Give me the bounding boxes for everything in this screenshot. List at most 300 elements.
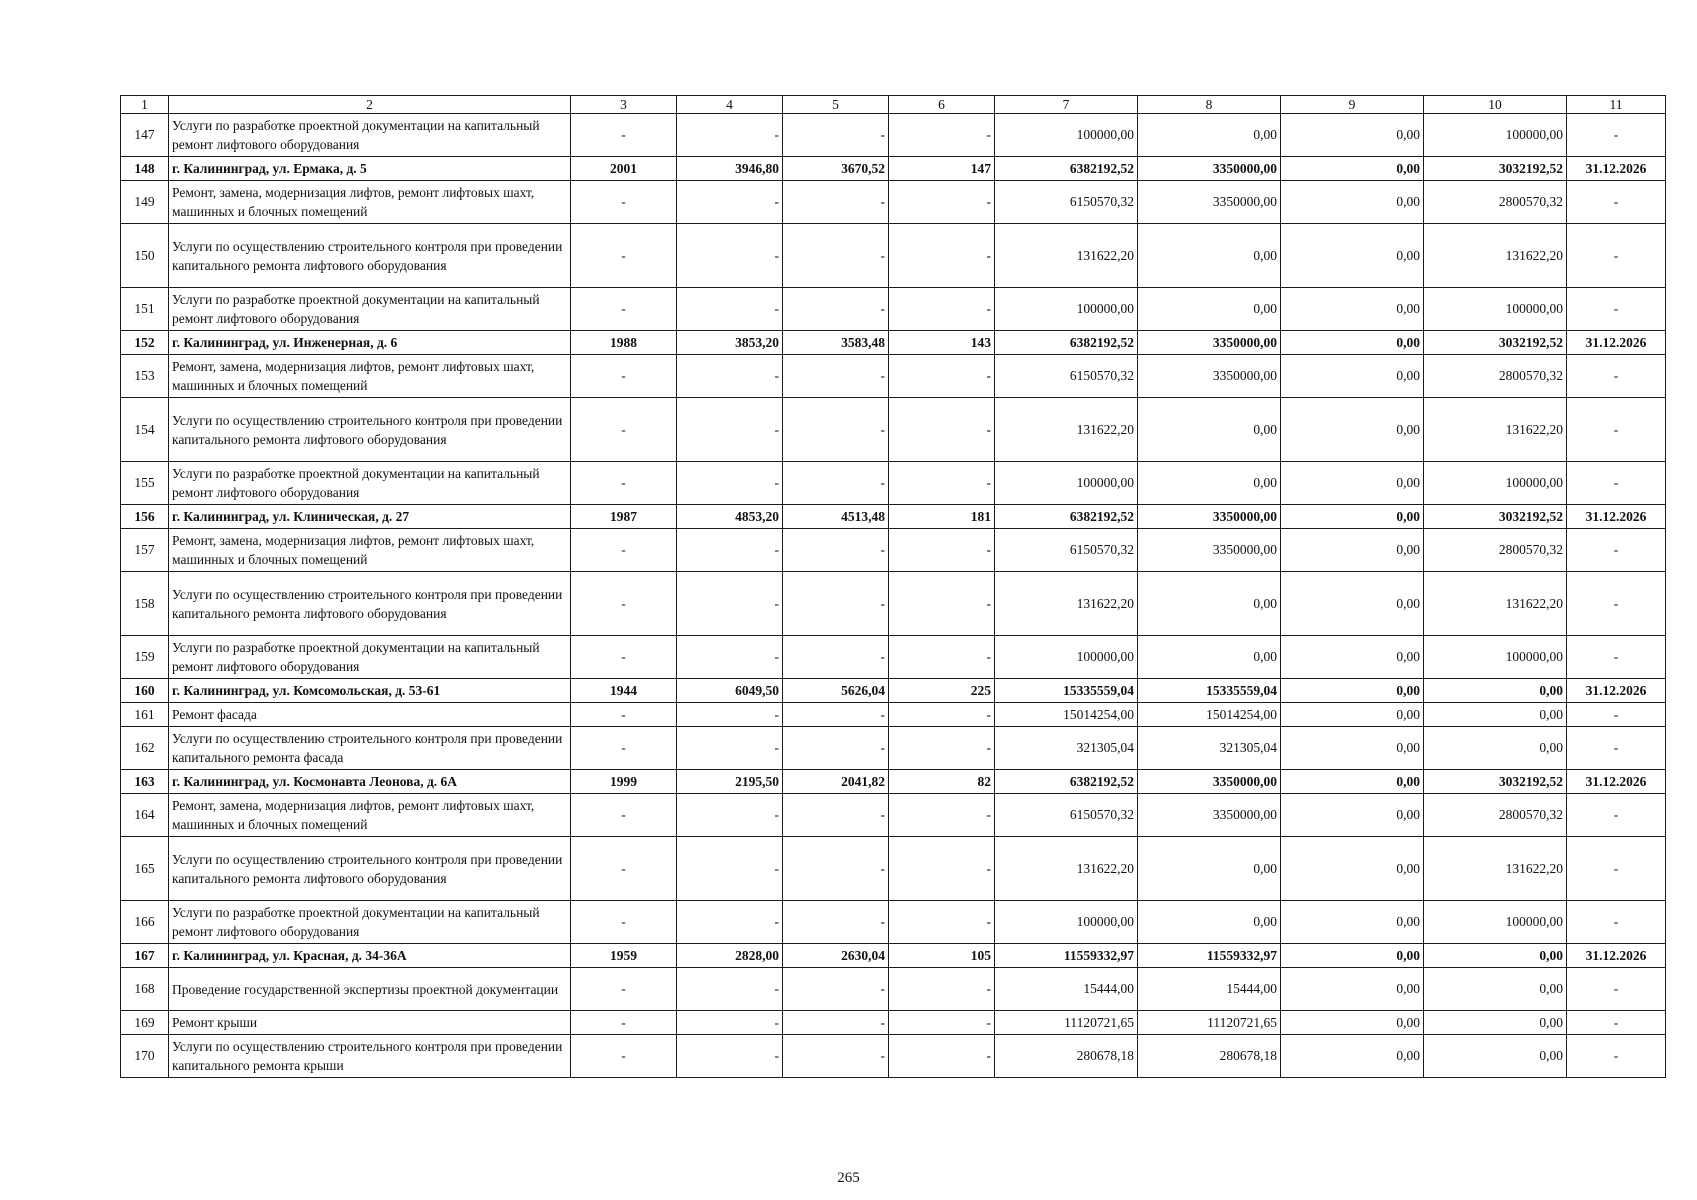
- total-cost-cell: 6150570,32: [995, 355, 1138, 398]
- total-cost-cell: 6382192,52: [995, 331, 1138, 355]
- other-cost-cell: 2800570,32: [1424, 794, 1567, 837]
- deadline-cell: -: [1567, 114, 1666, 157]
- year-cell: -: [571, 288, 677, 331]
- deadline-cell: -: [1567, 224, 1666, 288]
- address-row: [121, 770, 1666, 794]
- other-cost-cell: 3032192,52: [1424, 157, 1567, 181]
- total-area-cell: -: [677, 355, 783, 398]
- total-cost-cell: 15014254,00: [995, 703, 1138, 727]
- column-number: 11: [1567, 96, 1666, 114]
- total-cost-cell: 11559332,97: [995, 944, 1138, 968]
- total-area-cell: 6049,50: [677, 679, 783, 703]
- work-item-row: [121, 224, 1666, 288]
- fund-cost-cell: 15014254,00: [1138, 703, 1281, 727]
- row-number-cell: 168: [121, 968, 169, 1011]
- column-number: 3: [571, 96, 677, 114]
- deadline-cell: -: [1567, 288, 1666, 331]
- budget-cost-cell: 0,00: [1281, 727, 1424, 770]
- year-cell: -: [571, 224, 677, 288]
- row-number-cell: 170: [121, 1035, 169, 1078]
- other-cost-cell: 0,00: [1424, 703, 1567, 727]
- total-area-cell: 4853,20: [677, 505, 783, 529]
- year-cell: -: [571, 572, 677, 636]
- total-area-cell: -: [677, 727, 783, 770]
- residents-cell: 147: [889, 157, 995, 181]
- total-area-cell: -: [677, 224, 783, 288]
- description-cell: Услуги по разработке проектной документации на капитальный ремонт лифтового оборудования: [169, 288, 571, 331]
- year-cell: -: [571, 114, 677, 157]
- other-cost-cell: 3032192,52: [1424, 505, 1567, 529]
- row-number-cell: 166: [121, 901, 169, 944]
- living-area-cell: 4513,48: [783, 505, 889, 529]
- budget-cost-cell: 0,00: [1281, 355, 1424, 398]
- year-cell: -: [571, 794, 677, 837]
- total-area-cell: 2828,00: [677, 944, 783, 968]
- other-cost-cell: 100000,00: [1424, 636, 1567, 679]
- total-area-cell: -: [677, 462, 783, 505]
- living-area-cell: -: [783, 529, 889, 572]
- residents-cell: -: [889, 794, 995, 837]
- deadline-cell: 31.12.2026: [1567, 157, 1666, 181]
- residents-cell: 225: [889, 679, 995, 703]
- deadline-cell: -: [1567, 837, 1666, 901]
- fund-cost-cell: 0,00: [1138, 114, 1281, 157]
- description-cell: г. Калининград, ул. Комсомольская, д. 53-61: [169, 679, 571, 703]
- total-area-cell: 3853,20: [677, 331, 783, 355]
- column-number: 6: [889, 96, 995, 114]
- fund-cost-cell: 0,00: [1138, 636, 1281, 679]
- description-cell: Услуги по осуществлению строительного контроля при проведении капитального ремонта лифтового оборудования: [169, 224, 571, 288]
- fund-cost-cell: 11120721,65: [1138, 1011, 1281, 1035]
- deadline-cell: -: [1567, 181, 1666, 224]
- column-number: 10: [1424, 96, 1567, 114]
- other-cost-cell: 131622,20: [1424, 398, 1567, 462]
- table-body: [121, 96, 1666, 1078]
- deadline-cell: -: [1567, 727, 1666, 770]
- description-cell: Услуги по осуществлению строительного контроля при проведении капитального ремонта лифтового оборудования: [169, 837, 571, 901]
- total-cost-cell: 6150570,32: [995, 794, 1138, 837]
- total-cost-cell: 100000,00: [995, 114, 1138, 157]
- other-cost-cell: 100000,00: [1424, 462, 1567, 505]
- living-area-cell: -: [783, 1011, 889, 1035]
- residents-cell: -: [889, 1011, 995, 1035]
- year-cell: 1999: [571, 770, 677, 794]
- living-area-cell: -: [783, 181, 889, 224]
- living-area-cell: 3583,48: [783, 331, 889, 355]
- total-area-cell: -: [677, 968, 783, 1011]
- row-number-cell: 167: [121, 944, 169, 968]
- work-item-row: [121, 727, 1666, 770]
- description-cell: Ремонт, замена, модернизация лифтов, ремонт лифтовых шахт, машинных и блочных помещений: [169, 794, 571, 837]
- deadline-cell: -: [1567, 1035, 1666, 1078]
- year-cell: -: [571, 837, 677, 901]
- fund-cost-cell: 0,00: [1138, 398, 1281, 462]
- description-cell: г. Калининград, ул. Космонавта Леонова, д. 6А: [169, 770, 571, 794]
- fund-cost-cell: 0,00: [1138, 288, 1281, 331]
- budget-cost-cell: 0,00: [1281, 398, 1424, 462]
- address-row: [121, 944, 1666, 968]
- row-number-cell: 160: [121, 679, 169, 703]
- deadline-cell: 31.12.2026: [1567, 505, 1666, 529]
- total-cost-cell: 100000,00: [995, 636, 1138, 679]
- row-number-cell: 158: [121, 572, 169, 636]
- row-number-cell: 156: [121, 505, 169, 529]
- fund-cost-cell: 0,00: [1138, 572, 1281, 636]
- work-item-row: [121, 794, 1666, 837]
- fund-cost-cell: 11559332,97: [1138, 944, 1281, 968]
- total-cost-cell: 15335559,04: [995, 679, 1138, 703]
- total-cost-cell: 6150570,32: [995, 529, 1138, 572]
- work-item-row: [121, 901, 1666, 944]
- residents-cell: -: [889, 901, 995, 944]
- budget-cost-cell: 0,00: [1281, 462, 1424, 505]
- residents-cell: 82: [889, 770, 995, 794]
- other-cost-cell: 0,00: [1424, 944, 1567, 968]
- other-cost-cell: 3032192,52: [1424, 770, 1567, 794]
- budget-cost-cell: 0,00: [1281, 224, 1424, 288]
- column-number: 9: [1281, 96, 1424, 114]
- address-row: [121, 679, 1666, 703]
- work-item-row: [121, 114, 1666, 157]
- total-area-cell: -: [677, 1011, 783, 1035]
- deadline-cell: 31.12.2026: [1567, 770, 1666, 794]
- work-item-row: [121, 1035, 1666, 1078]
- total-cost-cell: 6150570,32: [995, 181, 1138, 224]
- living-area-cell: -: [783, 636, 889, 679]
- row-number-cell: 154: [121, 398, 169, 462]
- year-cell: -: [571, 398, 677, 462]
- total-cost-cell: 100000,00: [995, 462, 1138, 505]
- deadline-cell: -: [1567, 572, 1666, 636]
- row-number-cell: 148: [121, 157, 169, 181]
- total-area-cell: -: [677, 398, 783, 462]
- other-cost-cell: 0,00: [1424, 1035, 1567, 1078]
- total-cost-cell: 100000,00: [995, 901, 1138, 944]
- living-area-cell: -: [783, 114, 889, 157]
- fund-cost-cell: 15335559,04: [1138, 679, 1281, 703]
- residents-cell: -: [889, 636, 995, 679]
- residents-cell: -: [889, 1035, 995, 1078]
- residents-cell: -: [889, 398, 995, 462]
- other-cost-cell: 100000,00: [1424, 114, 1567, 157]
- total-cost-cell: 15444,00: [995, 968, 1138, 1011]
- total-cost-cell: 131622,20: [995, 572, 1138, 636]
- year-cell: -: [571, 636, 677, 679]
- budget-cost-cell: 0,00: [1281, 1011, 1424, 1035]
- living-area-cell: -: [783, 572, 889, 636]
- budget-cost-cell: 0,00: [1281, 157, 1424, 181]
- living-area-cell: 2630,04: [783, 944, 889, 968]
- residents-cell: -: [889, 224, 995, 288]
- living-area-cell: -: [783, 968, 889, 1011]
- deadline-cell: -: [1567, 703, 1666, 727]
- total-area-cell: -: [677, 703, 783, 727]
- fund-cost-cell: 0,00: [1138, 462, 1281, 505]
- other-cost-cell: 0,00: [1424, 727, 1567, 770]
- budget-cost-cell: 0,00: [1281, 288, 1424, 331]
- budget-cost-cell: 0,00: [1281, 1035, 1424, 1078]
- work-item-row: [121, 181, 1666, 224]
- budget-cost-cell: 0,00: [1281, 114, 1424, 157]
- work-item-row: [121, 572, 1666, 636]
- total-cost-cell: 131622,20: [995, 837, 1138, 901]
- budget-cost-cell: 0,00: [1281, 837, 1424, 901]
- description-cell: Услуги по осуществлению строительного контроля при проведении капитального ремонта крыши: [169, 1035, 571, 1078]
- deadline-cell: 31.12.2026: [1567, 331, 1666, 355]
- total-area-cell: -: [677, 181, 783, 224]
- year-cell: -: [571, 727, 677, 770]
- row-number-cell: 152: [121, 331, 169, 355]
- deadline-cell: -: [1567, 398, 1666, 462]
- deadline-cell: -: [1567, 462, 1666, 505]
- year-cell: 2001: [571, 157, 677, 181]
- year-cell: 1959: [571, 944, 677, 968]
- total-cost-cell: 131622,20: [995, 224, 1138, 288]
- fund-cost-cell: 0,00: [1138, 837, 1281, 901]
- living-area-cell: -: [783, 794, 889, 837]
- column-number: 7: [995, 96, 1138, 114]
- residents-cell: -: [889, 837, 995, 901]
- work-item-row: [121, 355, 1666, 398]
- living-area-cell: -: [783, 727, 889, 770]
- row-number-cell: 161: [121, 703, 169, 727]
- total-area-cell: -: [677, 636, 783, 679]
- row-number-cell: 159: [121, 636, 169, 679]
- description-cell: Ремонт фасада: [169, 703, 571, 727]
- other-cost-cell: 2800570,32: [1424, 181, 1567, 224]
- row-number-cell: 150: [121, 224, 169, 288]
- deadline-cell: -: [1567, 901, 1666, 944]
- row-number-cell: 155: [121, 462, 169, 505]
- deadline-cell: -: [1567, 636, 1666, 679]
- column-number-row: [121, 96, 1666, 114]
- description-cell: Ремонт, замена, модернизация лифтов, ремонт лифтовых шахт, машинных и блочных помещений: [169, 181, 571, 224]
- column-number: 2: [169, 96, 571, 114]
- deadline-cell: -: [1567, 529, 1666, 572]
- description-cell: г. Калининград, ул. Красная, д. 34-36А: [169, 944, 571, 968]
- description-cell: Услуги по осуществлению строительного контроля при проведении капитального ремонта лифтового оборудования: [169, 398, 571, 462]
- address-row: [121, 157, 1666, 181]
- fund-cost-cell: 3350000,00: [1138, 529, 1281, 572]
- living-area-cell: -: [783, 224, 889, 288]
- other-cost-cell: 131622,20: [1424, 224, 1567, 288]
- description-cell: г. Калининград, ул. Клиническая, д. 27: [169, 505, 571, 529]
- total-cost-cell: 280678,18: [995, 1035, 1138, 1078]
- description-cell: Услуги по разработке проектной документации на капитальный ремонт лифтового оборудования: [169, 901, 571, 944]
- budget-cost-cell: 0,00: [1281, 181, 1424, 224]
- year-cell: -: [571, 355, 677, 398]
- living-area-cell: 3670,52: [783, 157, 889, 181]
- total-cost-cell: 131622,20: [995, 398, 1138, 462]
- year-cell: 1988: [571, 331, 677, 355]
- year-cell: 1944: [571, 679, 677, 703]
- description-cell: г. Калининград, ул. Ермака, д. 5: [169, 157, 571, 181]
- row-number-cell: 164: [121, 794, 169, 837]
- fund-cost-cell: 15444,00: [1138, 968, 1281, 1011]
- budget-cost-cell: 0,00: [1281, 944, 1424, 968]
- living-area-cell: -: [783, 1035, 889, 1078]
- total-area-cell: -: [677, 529, 783, 572]
- year-cell: -: [571, 968, 677, 1011]
- residents-cell: -: [889, 703, 995, 727]
- living-area-cell: -: [783, 288, 889, 331]
- capital-repair-table: [120, 95, 1666, 1078]
- living-area-cell: -: [783, 901, 889, 944]
- work-item-row: [121, 398, 1666, 462]
- description-cell: Ремонт, замена, модернизация лифтов, ремонт лифтовых шахт, машинных и блочных помещений: [169, 355, 571, 398]
- total-area-cell: -: [677, 794, 783, 837]
- work-item-row: [121, 529, 1666, 572]
- year-cell: -: [571, 529, 677, 572]
- fund-cost-cell: 3350000,00: [1138, 331, 1281, 355]
- residents-cell: 105: [889, 944, 995, 968]
- description-cell: Услуги по осуществлению строительного контроля при проведении капитального ремонта лифтового оборудования: [169, 572, 571, 636]
- total-cost-cell: 6382192,52: [995, 505, 1138, 529]
- row-number-cell: 157: [121, 529, 169, 572]
- description-cell: Проведение государственной экспертизы проектной документации: [169, 968, 571, 1011]
- total-cost-cell: 6382192,52: [995, 770, 1138, 794]
- total-cost-cell: 6382192,52: [995, 157, 1138, 181]
- description-cell: г. Калининград, ул. Инженерная, д. 6: [169, 331, 571, 355]
- deadline-cell: -: [1567, 794, 1666, 837]
- living-area-cell: 2041,82: [783, 770, 889, 794]
- work-item-row: [121, 703, 1666, 727]
- row-number-cell: 162: [121, 727, 169, 770]
- budget-cost-cell: 0,00: [1281, 901, 1424, 944]
- fund-cost-cell: 0,00: [1138, 224, 1281, 288]
- other-cost-cell: 131622,20: [1424, 572, 1567, 636]
- other-cost-cell: 100000,00: [1424, 901, 1567, 944]
- other-cost-cell: 0,00: [1424, 679, 1567, 703]
- budget-cost-cell: 0,00: [1281, 505, 1424, 529]
- total-cost-cell: 321305,04: [995, 727, 1138, 770]
- column-number: 1: [121, 96, 169, 114]
- deadline-cell: -: [1567, 968, 1666, 1011]
- work-item-row: [121, 288, 1666, 331]
- total-area-cell: 2195,50: [677, 770, 783, 794]
- living-area-cell: -: [783, 355, 889, 398]
- fund-cost-cell: 0,00: [1138, 901, 1281, 944]
- fund-cost-cell: 3350000,00: [1138, 770, 1281, 794]
- fund-cost-cell: 3350000,00: [1138, 794, 1281, 837]
- deadline-cell: 31.12.2026: [1567, 944, 1666, 968]
- residents-cell: 181: [889, 505, 995, 529]
- other-cost-cell: 100000,00: [1424, 288, 1567, 331]
- budget-cost-cell: 0,00: [1281, 331, 1424, 355]
- deadline-cell: -: [1567, 355, 1666, 398]
- budget-cost-cell: 0,00: [1281, 968, 1424, 1011]
- address-row: [121, 505, 1666, 529]
- residents-cell: -: [889, 529, 995, 572]
- row-number-cell: 151: [121, 288, 169, 331]
- total-area-cell: -: [677, 114, 783, 157]
- fund-cost-cell: 3350000,00: [1138, 355, 1281, 398]
- page-number: 265: [837, 1170, 860, 1186]
- year-cell: -: [571, 1035, 677, 1078]
- residents-cell: -: [889, 727, 995, 770]
- year-cell: -: [571, 462, 677, 505]
- deadline-cell: 31.12.2026: [1567, 679, 1666, 703]
- description-cell: Услуги по разработке проектной документации на капитальный ремонт лифтового оборудования: [169, 462, 571, 505]
- residents-cell: -: [889, 572, 995, 636]
- residents-cell: -: [889, 462, 995, 505]
- residents-cell: -: [889, 288, 995, 331]
- row-number-cell: 149: [121, 181, 169, 224]
- budget-cost-cell: 0,00: [1281, 703, 1424, 727]
- other-cost-cell: 2800570,32: [1424, 529, 1567, 572]
- column-number: 8: [1138, 96, 1281, 114]
- living-area-cell: 5626,04: [783, 679, 889, 703]
- row-number-cell: 169: [121, 1011, 169, 1035]
- total-area-cell: -: [677, 1035, 783, 1078]
- fund-cost-cell: 3350000,00: [1138, 157, 1281, 181]
- year-cell: 1987: [571, 505, 677, 529]
- other-cost-cell: 2800570,32: [1424, 355, 1567, 398]
- work-item-row: [121, 1011, 1666, 1035]
- row-number-cell: 165: [121, 837, 169, 901]
- description-cell: Услуги по разработке проектной документации на капитальный ремонт лифтового оборудования: [169, 114, 571, 157]
- total-area-cell: 3946,80: [677, 157, 783, 181]
- living-area-cell: -: [783, 398, 889, 462]
- budget-cost-cell: 0,00: [1281, 794, 1424, 837]
- other-cost-cell: 131622,20: [1424, 837, 1567, 901]
- total-area-cell: -: [677, 901, 783, 944]
- total-area-cell: -: [677, 572, 783, 636]
- address-row: [121, 331, 1666, 355]
- row-number-cell: 163: [121, 770, 169, 794]
- column-number: 4: [677, 96, 783, 114]
- fund-cost-cell: 321305,04: [1138, 727, 1281, 770]
- living-area-cell: -: [783, 703, 889, 727]
- residents-cell: -: [889, 114, 995, 157]
- residents-cell: 143: [889, 331, 995, 355]
- fund-cost-cell: 280678,18: [1138, 1035, 1281, 1078]
- residents-cell: -: [889, 968, 995, 1011]
- row-number-cell: 153: [121, 355, 169, 398]
- total-area-cell: -: [677, 288, 783, 331]
- budget-cost-cell: 0,00: [1281, 572, 1424, 636]
- total-cost-cell: 100000,00: [995, 288, 1138, 331]
- description-cell: Услуги по разработке проектной документации на капитальный ремонт лифтового оборудования: [169, 636, 571, 679]
- column-number: 5: [783, 96, 889, 114]
- budget-cost-cell: 0,00: [1281, 529, 1424, 572]
- total-area-cell: -: [677, 837, 783, 901]
- total-cost-cell: 11120721,65: [995, 1011, 1138, 1035]
- year-cell: -: [571, 703, 677, 727]
- fund-cost-cell: 3350000,00: [1138, 181, 1281, 224]
- living-area-cell: -: [783, 837, 889, 901]
- work-item-row: [121, 462, 1666, 505]
- work-item-row: [121, 636, 1666, 679]
- work-item-row: [121, 837, 1666, 901]
- residents-cell: -: [889, 355, 995, 398]
- description-cell: Ремонт, замена, модернизация лифтов, ремонт лифтовых шахт, машинных и блочных помещений: [169, 529, 571, 572]
- budget-cost-cell: 0,00: [1281, 770, 1424, 794]
- fund-cost-cell: 3350000,00: [1138, 505, 1281, 529]
- other-cost-cell: 0,00: [1424, 968, 1567, 1011]
- other-cost-cell: 3032192,52: [1424, 331, 1567, 355]
- deadline-cell: -: [1567, 1011, 1666, 1035]
- work-item-row: [121, 968, 1666, 1011]
- row-number-cell: 147: [121, 114, 169, 157]
- living-area-cell: -: [783, 462, 889, 505]
- year-cell: -: [571, 181, 677, 224]
- description-cell: Услуги по осуществлению строительного контроля при проведении капитального ремонта фасада: [169, 727, 571, 770]
- description-cell: Ремонт крыши: [169, 1011, 571, 1035]
- residents-cell: -: [889, 181, 995, 224]
- other-cost-cell: 0,00: [1424, 1011, 1567, 1035]
- year-cell: -: [571, 1011, 677, 1035]
